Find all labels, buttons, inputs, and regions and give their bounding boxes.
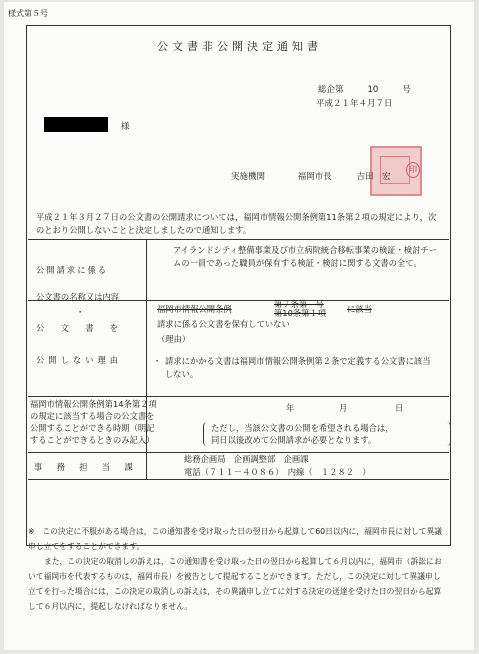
- note-paragraph-1: ※ この決定に不服がある場合は，この通知書を受け取った日の翌日から起算して60日以内に，福岡市長に対して異議申し立てをすることができます。: [28, 527, 443, 551]
- decision-table: [28, 239, 449, 480]
- disclosure-date-field: 年 月 日 ただし，当該公文書の公開を希望される場合は， 同日以後改めて公開請求が必要となります。: [147, 397, 449, 452]
- row-label: 福岡市情報公開条例第14条第２項 の規定に該当する場合の公文書を 公開することができる時期（明記 することができるときのみ記入）: [28, 397, 147, 452]
- form-number: 様式第５号: [8, 9, 48, 18]
- recipient-suffix: 様: [121, 122, 130, 132]
- table-row: [28, 240, 449, 317]
- table-row: [28, 453, 449, 480]
- row-label: 事 務 担 当 課: [28, 453, 147, 479]
- row-label: 公 文 書 を 公開しない理由: [28, 301, 147, 396]
- intro-paragraph: 平成２１年３月２７日の公文書の公開請求については，福岡市情報公開条例第11条第２項の規定により，次のとおり公開しないことと決定しましたので通知します。: [36, 212, 437, 235]
- doc-number-prefix: 総企第: [318, 85, 344, 95]
- table-row: [28, 397, 449, 453]
- issuer-name: 福岡市長: [297, 172, 332, 182]
- table-row: [28, 301, 449, 397]
- contact-department: 総務企画局 企画調整部 企画課 電話（７１１－４０８６） 内線（ １２８２ ）: [184, 454, 371, 477]
- issuer-person: 吉田 宏: [356, 172, 391, 182]
- redacted-recipient-name: [44, 117, 108, 132]
- document-date: 平成２１年４月７日: [316, 99, 393, 109]
- requested-document-content: アイランドシティ整備事業及び市立病院統合移転事業の検証・検討チームの一員であった職員が保有する検証・検討に関する文書の全て。: [173, 245, 438, 268]
- issuer-label: 実施機関: [231, 172, 266, 182]
- note-paragraph-2: また，この決定の取消しの訴えは，この通知書を受け取った日の翌日から起算して６月以内に，福岡市（訴訟において福岡市を代表するものは，福岡市長）を被告として提起することができます。ただし，この決定に対して異議申し立てを行った場合には，この決定の取消しの訴えは，その異議申し立てに対する決定の送達を受けた日の翌日から起算して６月以内に，提起しなければなりません。: [28, 557, 442, 611]
- personal-seal-mark: 印: [406, 162, 420, 178]
- document-number: [318, 83, 411, 95]
- doc-number-value: 10: [367, 85, 379, 95]
- row-label: 公開請求に係る 公文書の名称又は内容 ・: [28, 240, 147, 300]
- document-title: 公文書非公開決定通知書: [157, 40, 322, 53]
- issuer-line: [231, 170, 390, 182]
- non-disclosure-reason: 福岡市情報公開条例 第７条第 号 第10条第１項 に該当 請求に係る公文書を保有していない （理由） ・ 請求にかかる文書は福岡市情報公開条例第２条で定義する公文書に該当しない。: [153, 299, 431, 379]
- doc-number-suffix: 号: [402, 85, 411, 95]
- appeal-notes: [28, 524, 446, 614]
